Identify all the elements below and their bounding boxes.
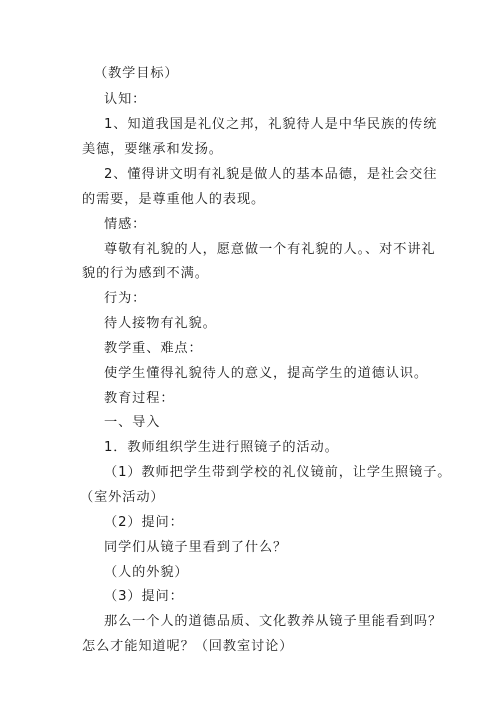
- paragraph-line: （人的外貌）: [104, 565, 189, 580]
- paragraph-line: （3）提问：: [104, 589, 184, 604]
- paragraph-line: 1．教师组织学生进行照镜子的活动。: [104, 440, 339, 455]
- paragraph-line: 美德，要继承和发扬。: [82, 142, 223, 157]
- subheading-cognition: 认知：: [104, 92, 147, 107]
- subheading-process: 教育过程：: [104, 391, 175, 406]
- paragraph-line: （1）教师把学生带到学校的礼仪镜前，让学生照镜子。: [104, 465, 452, 480]
- section-heading-objectives: （教学目标）: [94, 66, 179, 81]
- paragraph-line: 怎么才能知道呢？（回教室讨论）: [82, 639, 294, 654]
- paragraph-line: 待人接物有礼貌。: [104, 316, 217, 331]
- paragraph-line: 1、知道我国是礼仪之邦，礼貌待人是中华民族的传统: [104, 117, 438, 132]
- paragraph-line: 的需要，是尊重他人的表现。: [82, 192, 266, 207]
- subheading-emotion: 情感：: [104, 217, 147, 232]
- paragraph-line: 2、懂得讲文明有礼貌是做人的基本品德，是社会交往: [104, 167, 438, 182]
- paragraph-line: （室外活动）: [80, 490, 165, 505]
- subheading-key-points: 教学重、难点：: [104, 341, 203, 356]
- subheading-intro: 一、导入: [104, 415, 161, 430]
- paragraph-line: 尊敬有礼貌的人，愿意做一个有礼貌的人。、对不讲礼: [104, 242, 436, 257]
- paragraph-line: （2）提问：: [104, 515, 184, 530]
- paragraph-line: 貌的行为感到不满。: [82, 266, 209, 281]
- paragraph-line: 同学们从镜子里看到了什么？: [104, 540, 288, 555]
- subheading-behavior: 行为：: [104, 291, 147, 306]
- paragraph-line: 那么一个人的道德品质、文化教养从镜子里能看到吗？: [104, 614, 443, 629]
- paragraph-line: 使学生懂得礼貌待人的意义，提高学生的道德认识。: [104, 366, 429, 381]
